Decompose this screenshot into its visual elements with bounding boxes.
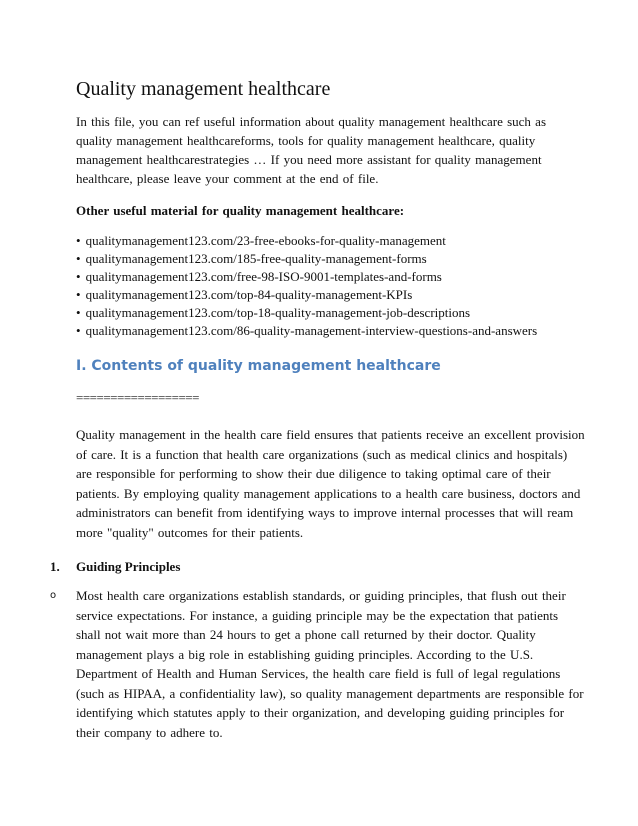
guiding-principles-heading xyxy=(50,557,586,576)
material-link[interactable]: • qualitymanagement123.com/86-quality-management-interview-questions-and-answers xyxy=(76,322,586,340)
numbered-heading-text: Guiding Principles xyxy=(76,559,181,574)
material-link[interactable]: • qualitymanagement123.com/top-18-quality-management-job-descriptions xyxy=(76,304,586,322)
material-link[interactable]: • qualitymanagement123.com/top-84-quality-management-KPIs xyxy=(76,286,586,304)
guiding-principles-text: Most health care organizations establish standards, or guiding principles, that flush out their service expectations. For instance, a guiding principle may be the expectation that patients shall not wait more than 24 hours to get a phone call returned by their doctor. Quality management plays a big role in establishing guiding principles. According to the U.S. Department of Health and Human Services, the health care field is full of legal regulations (such as HIPAA, a confidentiality law), so quality management departments are responsible for identifying which statutes apply to their organization, and developing guiding principles for their company to adhere to. xyxy=(76,588,584,740)
material-link[interactable]: • qualitymanagement123.com/185-free-quality-management-forms xyxy=(76,250,586,268)
contents-paragraph: Quality management in the health care field ensures that patients receive an excellent provision of care. It is a function that health care organizations (such as medical clinics and hospitals) are responsible for performing to show their due diligence to taking optimal care of their patients. By employing quality management applications to a health care business, doctors and administrators can benefit from identifying ways to improve internal processes that will ream more "quality" outcomes for their patients. xyxy=(76,427,585,540)
document-title: Quality management healthcare xyxy=(76,78,331,100)
intro-paragraph: In this file, you can ref useful information about quality management healthcare such as quality management healthcareforms, tools for quality management healthcare, quality management healthcarestrategies … If you need more assistant for quality management healthcare, please leave your comment at the end of file. xyxy=(76,114,547,186)
list-number: 1. xyxy=(50,559,60,574)
material-link-list xyxy=(76,232,586,340)
guiding-principles-paragraph xyxy=(50,586,586,742)
circle-bullet-icon: o xyxy=(50,590,57,601)
material-link[interactable]: • qualitymanagement123.com/23-free-ebooks-for-quality-management xyxy=(76,232,586,250)
other-material-heading: Other useful material for quality management healthcare: xyxy=(76,203,405,218)
separator-rule: ================== xyxy=(76,390,199,405)
contents-section-heading: I. Contents of quality management healthcare xyxy=(76,358,441,374)
material-link[interactable]: • qualitymanagement123.com/free-98-ISO-9001-templates-and-forms xyxy=(76,268,586,286)
